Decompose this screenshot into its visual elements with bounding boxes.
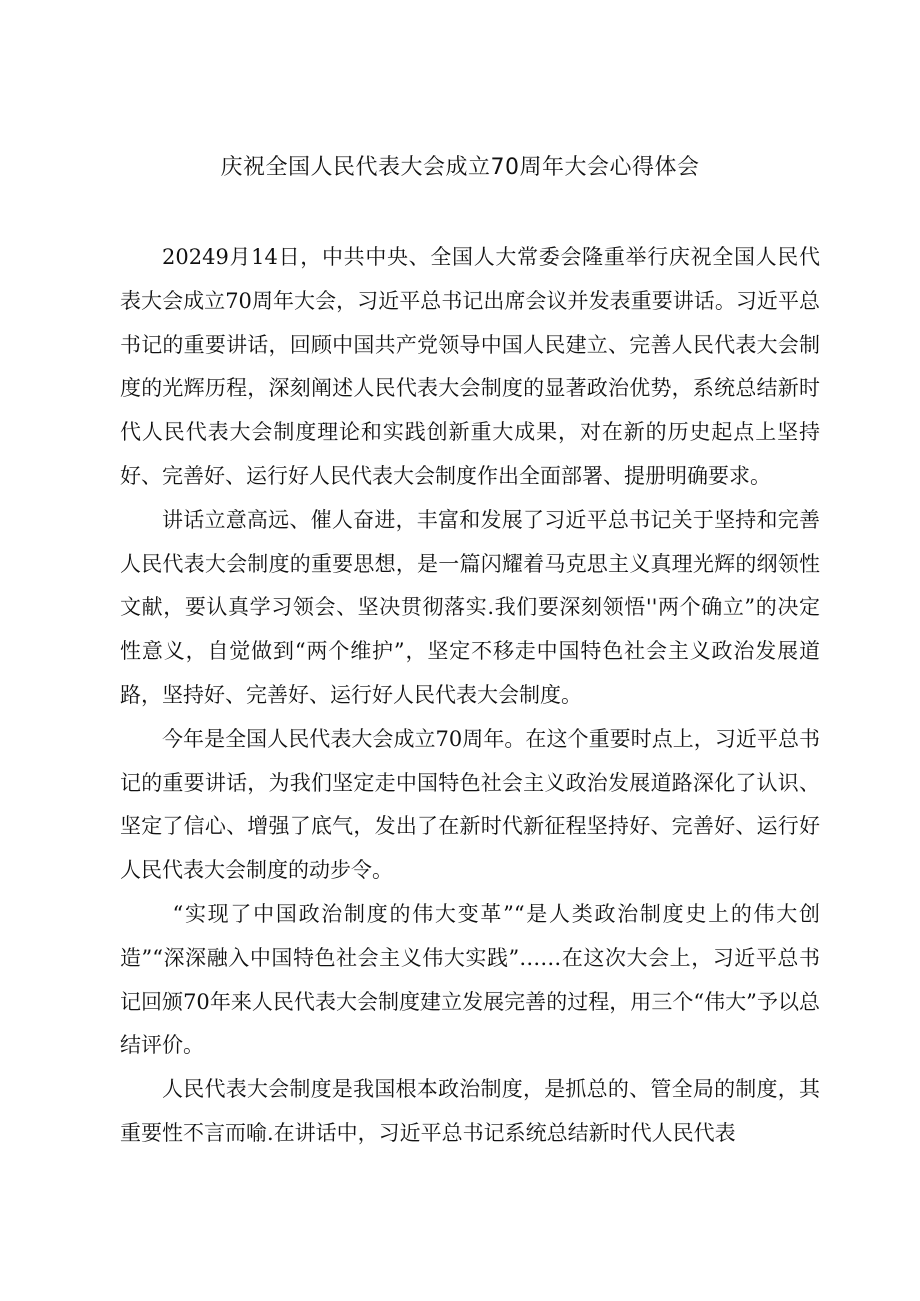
document-body — [120, 236, 820, 1156]
paragraph: 20249月14日，中共中央、全国人大常委会隆重举行庆祝全国人民代表大会成立70周年大会，习近平总书记出席会议并发表重要讲话。习近平总书记的重要讲话，回顾中国共产党领导中国人民建立、完善人民代表大会制度的光辉历程，深刻阐述人民代表大会制度的显著政治优势，系统总结新时代人民代表大会制度理论和实践创新重大成果，对在新的历史起点上坚持好、完善好、运行好人民代表大会制度作出全面部署、提册明确要求。 — [120, 245, 820, 488]
paragraph: 人民代表大会制度是我国根本政治制度，是抓总的、管全局的制度，其重要性不言而喻.在讲话中，习近平总书记系统总结新时代人民代表 — [120, 1077, 820, 1145]
paragraph: 今年是全国人民代表大会成立70周年。在这个重要时点上，习近平总书记的重要讲话，为我们坚定走中国特色社会主义政治发展道路深化了认识、坚定了信心、增强了底气，发出了在新时代新征程坚持好、完善好、运行好人民代表大会制度的动步令。 — [120, 726, 820, 883]
document-title: 庆祝全国人民代表大会成立70周年大会心得体会 — [220, 155, 700, 180]
paragraph: “实现了中国政治制度的伟大变革”“是人类政治制度史上的伟大创造”“深深融入中国特色社会主义伟大实践”……在这次大会上，习近平总书记回颁70年来人民代表大会制度建立发展完善的过程，用三个“伟大”予以总结评价。 — [120, 901, 820, 1058]
paragraph: 讲话立意高远、催人奋进，丰富和发展了习近平总书记关于坚持和完善人民代表大会制度的重要思想，是一篇闪耀着马克思主义真理光辉的纲领性文献，要认真学习领会、坚决贯彻落实.我们要深刻领悟''两个确立”的决定性意义，自觉做到“两个维护”，坚定不移走中国特色社会主义政治发展道路，坚持好、完善好、运行好人民代表大会制度。 — [120, 507, 820, 707]
